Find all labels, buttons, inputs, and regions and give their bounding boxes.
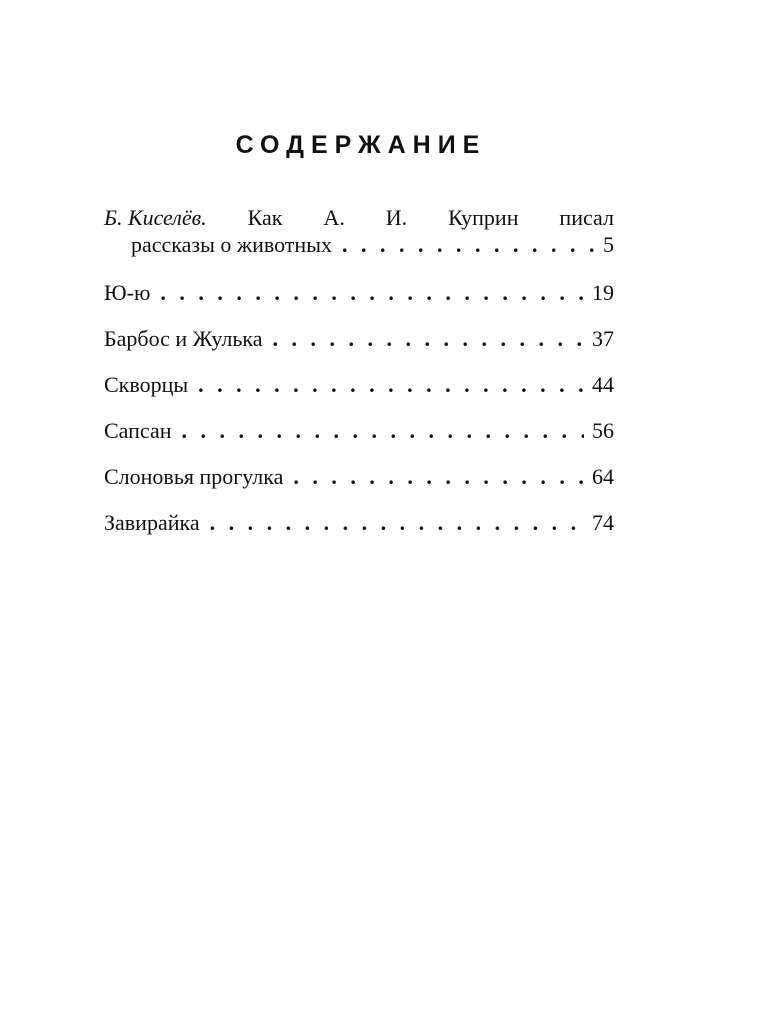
toc-page-number: 37: [592, 326, 614, 351]
toc-page-number: 5: [603, 232, 614, 257]
toc-entry-title-word: писал: [559, 205, 614, 230]
toc-page-number: 74: [592, 510, 614, 535]
dot-leader: [182, 417, 585, 444]
toc-heading: СОДЕРЖАНИЕ: [235, 131, 487, 159]
toc-entry-title: Слоновья прогулка: [104, 464, 284, 489]
toc-entry-title: Завирайка: [104, 510, 200, 535]
dot-leader: [293, 463, 584, 490]
toc-entry-continuation: [104, 231, 614, 258]
toc-page-number: 44: [592, 372, 614, 397]
toc-entry-slonovya-progulka[interactable]: [104, 463, 614, 490]
toc-entry-title: Барбос и Жулька: [104, 326, 263, 351]
dot-leader: [198, 371, 584, 398]
toc-page-number: 56: [592, 418, 614, 443]
toc-entry-kiselev[interactable]: [104, 204, 614, 258]
toc-entry-title: Ю-ю: [104, 280, 151, 305]
table-of-contents: [104, 204, 614, 555]
toc-entry-title-word: Куприн: [448, 205, 519, 230]
toc-entry-title-word: А.: [323, 205, 345, 230]
toc-entry-title: Сапсан: [104, 418, 172, 443]
toc-entry-title-line: [104, 204, 614, 231]
dot-leader: [160, 279, 584, 306]
dot-leader: [210, 509, 584, 536]
toc-entry-skvortsy[interactable]: [104, 371, 614, 398]
dot-leader: [342, 231, 595, 258]
toc-entry-sapsan[interactable]: [104, 417, 614, 444]
toc-entry-author: Б. Киселёв.: [104, 205, 207, 230]
toc-entry-title-word: Как: [247, 205, 283, 230]
toc-entry-yu-yu[interactable]: [104, 279, 614, 306]
toc-entry-title-word: И.: [385, 205, 408, 230]
dot-leader: [272, 325, 584, 352]
toc-page-number: 64: [592, 464, 614, 489]
toc-entry-title: Скворцы: [104, 372, 189, 397]
toc-entry-title-continuation: рассказы о животных: [131, 232, 332, 257]
toc-entry-barbos[interactable]: [104, 325, 614, 352]
toc-page-number: 19: [592, 280, 614, 305]
toc-entry-zaviraika[interactable]: [104, 509, 614, 536]
